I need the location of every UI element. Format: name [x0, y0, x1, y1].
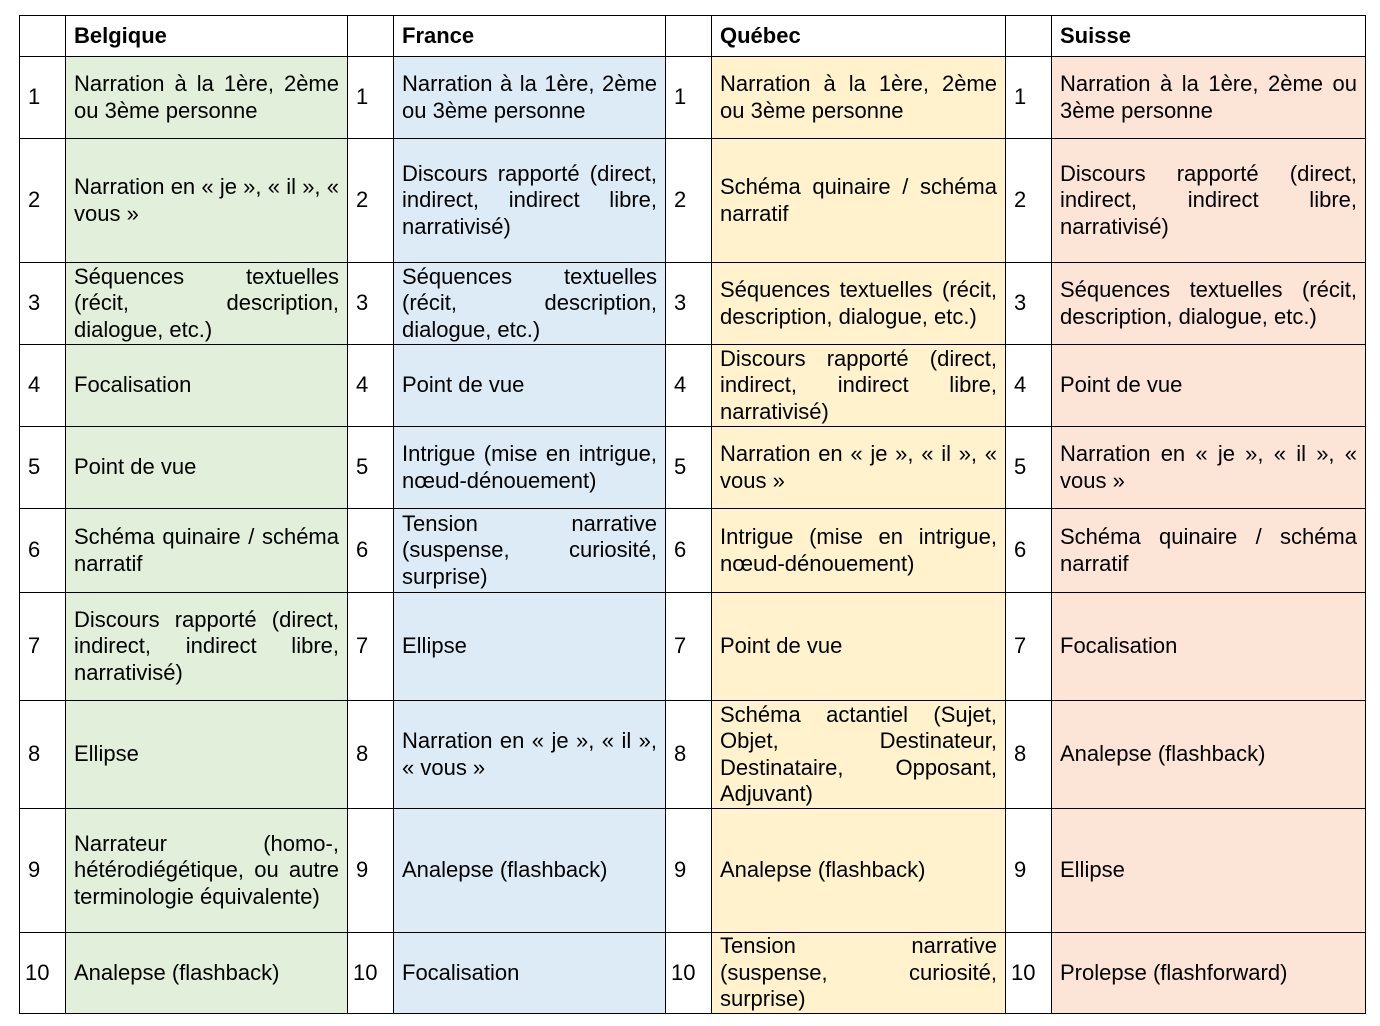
table-row: [20, 263, 1366, 345]
table-row: [20, 593, 1366, 701]
header-rank-belgique: [20, 16, 66, 57]
rank-cell: 2: [348, 139, 394, 263]
ranking-table: [19, 15, 1366, 1014]
rank-cell: 7: [20, 593, 66, 701]
cell-france: Focalisation: [394, 933, 666, 1014]
cell-belgique: Ellipse: [66, 701, 348, 809]
rank-cell: 7: [666, 593, 712, 701]
cell-quebec: Narration à la 1ère, 2ème ou 3ème personne: [712, 57, 1006, 139]
cell-suisse: Séquences textuelles (récit, description, dialogue, etc.): [1052, 263, 1366, 345]
rank-cell: 1: [666, 57, 712, 139]
rank-cell: 2: [20, 139, 66, 263]
table-row: [20, 427, 1366, 509]
cell-france: Analepse (flashback): [394, 809, 666, 933]
header-rank-suisse: [1006, 16, 1052, 57]
cell-quebec: Intrigue (mise en intrigue, nœud-dénouement): [712, 509, 1006, 593]
cell-belgique: Discours rapporté (direct, indirect, indirect libre, narrativisé): [66, 593, 348, 701]
cell-france: Séquences textuelles (récit, description, dialogue, etc.): [394, 263, 666, 345]
cell-belgique: Narration à la 1ère, 2ème ou 3ème personne: [66, 57, 348, 139]
cell-suisse: Prolepse (flashforward): [1052, 933, 1366, 1014]
cell-france: Narration en « je », « il », « vous »: [394, 701, 666, 809]
rank-cell: 10: [20, 933, 66, 1014]
rank-cell: 3: [348, 263, 394, 345]
rank-cell: 8: [348, 701, 394, 809]
rank-cell: 4: [20, 345, 66, 427]
rank-cell: 6: [666, 509, 712, 593]
rank-cell: 7: [348, 593, 394, 701]
rank-cell: 1: [1006, 57, 1052, 139]
rank-cell: 9: [20, 809, 66, 933]
rank-cell: 9: [348, 809, 394, 933]
cell-suisse: Focalisation: [1052, 593, 1366, 701]
cell-suisse: Discours rapporté (direct, indirect, indirect libre, narrativisé): [1052, 139, 1366, 263]
ranking-table-container: [19, 15, 1365, 1010]
header-row: [20, 16, 1366, 57]
cell-belgique: Schéma quinaire / schéma narratif: [66, 509, 348, 593]
cell-quebec: Schéma actantiel (Sujet, Objet, Destinateur, Destinataire, Opposant, Adjuvant): [712, 701, 1006, 809]
rank-cell: 10: [348, 933, 394, 1014]
cell-belgique: Narration en « je », « il », « vous »: [66, 139, 348, 263]
rank-cell: 5: [1006, 427, 1052, 509]
cell-belgique: Narrateur (homo-, hétérodiégétique, ou autre terminologie équivalente): [66, 809, 348, 933]
rank-cell: 7: [1006, 593, 1052, 701]
header-rank-france: [348, 16, 394, 57]
cell-quebec: Narration en « je », « il », « vous »: [712, 427, 1006, 509]
cell-france: Point de vue: [394, 345, 666, 427]
rank-cell: 8: [666, 701, 712, 809]
header-rank-quebec: [666, 16, 712, 57]
rank-cell: 5: [20, 427, 66, 509]
cell-quebec: Analepse (flashback): [712, 809, 1006, 933]
header-suisse: Suisse: [1052, 16, 1366, 57]
table-row: [20, 809, 1366, 933]
rank-cell: 4: [1006, 345, 1052, 427]
rank-cell: 10: [1006, 933, 1052, 1014]
rank-cell: 6: [20, 509, 66, 593]
rank-cell: 2: [1006, 139, 1052, 263]
rank-cell: 3: [666, 263, 712, 345]
cell-france: Tension narrative (suspense, curiosité, surprise): [394, 509, 666, 593]
rank-cell: 8: [20, 701, 66, 809]
rank-cell: 3: [20, 263, 66, 345]
cell-belgique: Point de vue: [66, 427, 348, 509]
cell-france: Ellipse: [394, 593, 666, 701]
table-row: [20, 57, 1366, 139]
cell-belgique: Séquences textuelles (récit, description, dialogue, etc.): [66, 263, 348, 345]
header-france: France: [394, 16, 666, 57]
cell-belgique: Analepse (flashback): [66, 933, 348, 1014]
table-row: [20, 933, 1366, 1014]
rank-cell: 1: [348, 57, 394, 139]
cell-suisse: Narration en « je », « il », « vous »: [1052, 427, 1366, 509]
rank-cell: 4: [666, 345, 712, 427]
rank-cell: 9: [666, 809, 712, 933]
cell-france: Narration à la 1ère, 2ème ou 3ème personne: [394, 57, 666, 139]
rank-cell: 9: [1006, 809, 1052, 933]
table-row: [20, 345, 1366, 427]
cell-quebec: Séquences textuelles (récit, description, dialogue, etc.): [712, 263, 1006, 345]
cell-suisse: Schéma quinaire / schéma narratif: [1052, 509, 1366, 593]
rank-cell: 6: [348, 509, 394, 593]
cell-quebec: Tension narrative (suspense, curiosité, surprise): [712, 933, 1006, 1014]
table-row: [20, 701, 1366, 809]
table-row: [20, 139, 1366, 263]
cell-france: Intrigue (mise en intrigue, nœud-dénouement): [394, 427, 666, 509]
rank-cell: 5: [666, 427, 712, 509]
rank-cell: 10: [666, 933, 712, 1014]
cell-quebec: Discours rapporté (direct, indirect, indirect libre, narrativisé): [712, 345, 1006, 427]
cell-belgique: Focalisation: [66, 345, 348, 427]
rank-cell: 1: [20, 57, 66, 139]
cell-quebec: Point de vue: [712, 593, 1006, 701]
cell-suisse: Narration à la 1ère, 2ème ou 3ème personne: [1052, 57, 1366, 139]
rank-cell: 8: [1006, 701, 1052, 809]
rank-cell: 2: [666, 139, 712, 263]
cell-suisse: Ellipse: [1052, 809, 1366, 933]
header-quebec: Québec: [712, 16, 1006, 57]
rank-cell: 5: [348, 427, 394, 509]
cell-suisse: Analepse (flashback): [1052, 701, 1366, 809]
cell-quebec: Schéma quinaire / schéma narratif: [712, 139, 1006, 263]
cell-france: Discours rapporté (direct, indirect, indirect libre, narrativisé): [394, 139, 666, 263]
rank-cell: 4: [348, 345, 394, 427]
table-row: [20, 509, 1366, 593]
rank-cell: 6: [1006, 509, 1052, 593]
header-belgique: Belgique: [66, 16, 348, 57]
cell-suisse: Point de vue: [1052, 345, 1366, 427]
rank-cell: 3: [1006, 263, 1052, 345]
